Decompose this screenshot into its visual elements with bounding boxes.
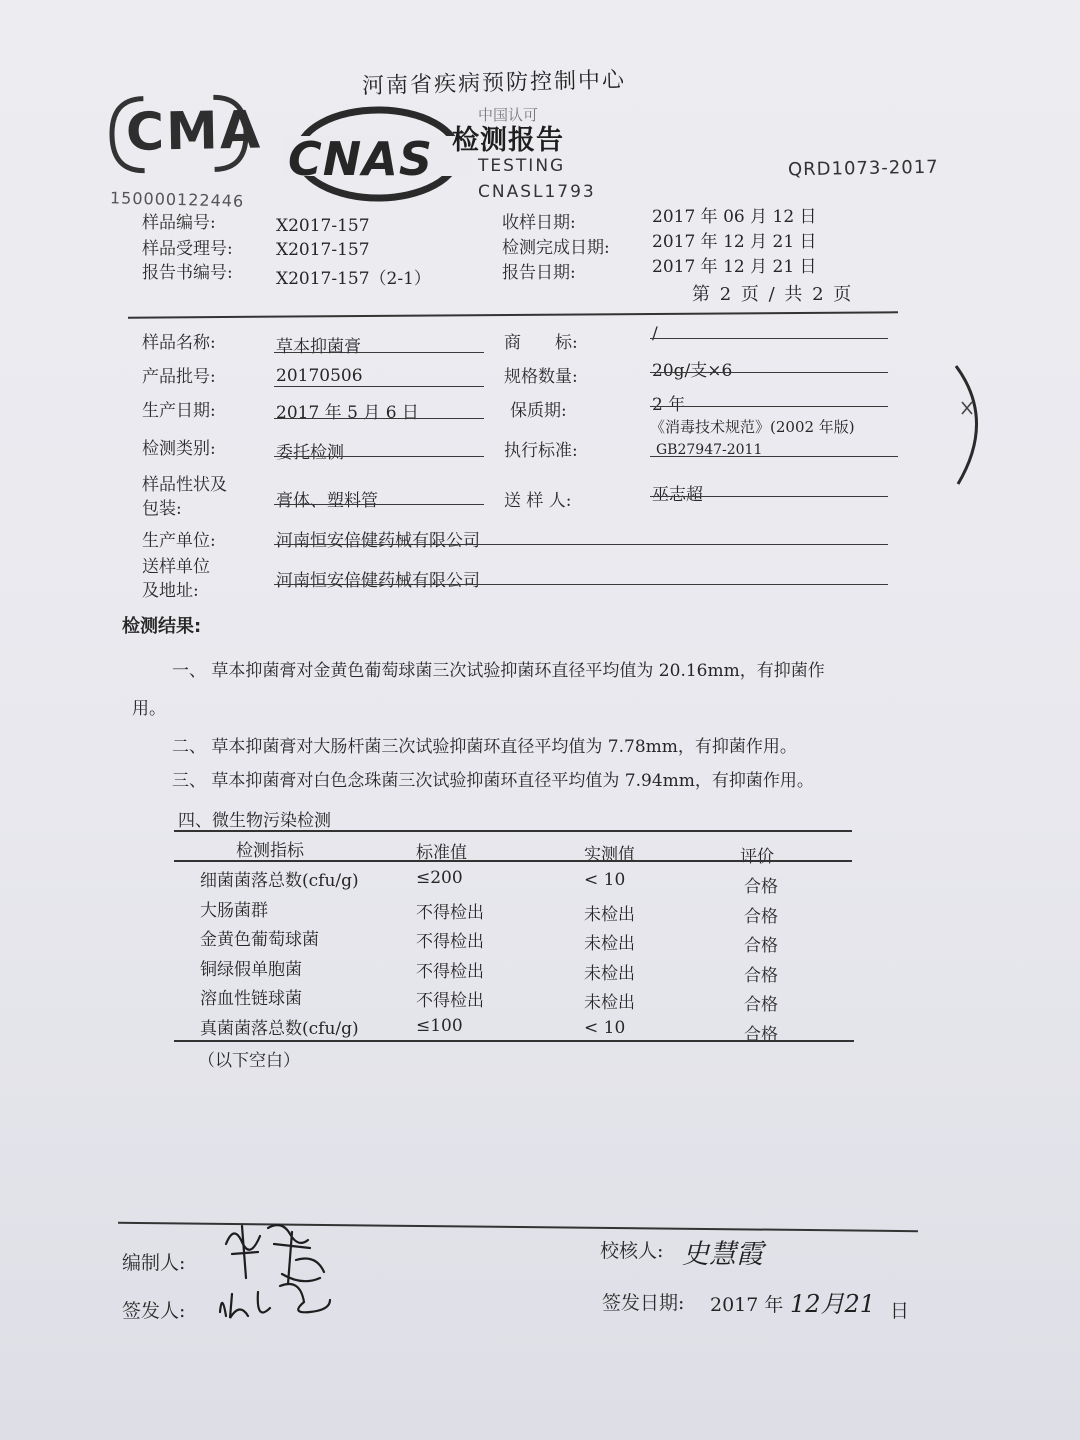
table-header-cell: 评价 — [740, 847, 774, 867]
table-cell: 不得检出 — [416, 991, 484, 1011]
batch-label: 产品批号: — [142, 367, 216, 387]
send-unit-label-2: 及地址: — [142, 581, 199, 601]
issue-date-year: 2017 年 — [710, 1294, 784, 1316]
prod-date-line — [274, 418, 484, 419]
shelf-life-label: 保质期: — [510, 401, 567, 421]
sample-no-label: 样品编号: — [142, 213, 216, 233]
issue-date-label: 签发日期: — [602, 1292, 685, 1314]
table-cell: 合格 — [744, 936, 778, 956]
table-cell: 未检出 — [584, 993, 635, 1013]
table-header-cell: 实测值 — [584, 845, 635, 865]
table-cell: 不得检出 — [416, 961, 484, 982]
issuer-signature — [210, 1272, 340, 1336]
report-date-label: 报告日期: — [502, 263, 576, 283]
table-cell: 合格 — [744, 965, 778, 986]
org-name: 河南省疾病预防控制中心 — [361, 67, 627, 100]
table-cell: 大肠菌群 — [200, 900, 268, 921]
compiler-label: 编制人: — [122, 1252, 186, 1274]
table-cell: 合格 — [744, 1024, 778, 1045]
table-cell: 铜绿假单胞菌 — [200, 959, 302, 980]
table-cell: 真菌菌落总数(cfu/g) — [200, 1018, 359, 1039]
state-label-1: 样品性状及 — [142, 475, 227, 495]
form-code: QRD1073-2017 — [787, 156, 939, 181]
table-cell: 不得检出 — [416, 932, 484, 952]
table-cell: ≤100 — [416, 1015, 463, 1036]
spec-label: 规格数量: — [504, 367, 578, 387]
prod-date-label: 生产日期: — [142, 401, 216, 421]
accept-no: X2017-157 — [276, 240, 370, 260]
batch: 20170506 — [276, 366, 363, 386]
report-date: 2017 年 12 月 21 日 — [652, 257, 817, 277]
sample-name-line — [274, 352, 484, 353]
send-unit-line — [274, 584, 888, 585]
brand-label: 商 标: — [504, 333, 578, 353]
sample-name: 草本抑菌膏 — [276, 337, 361, 357]
standard-2: GB27947-2011 — [656, 442, 763, 458]
recognition-text: 中国认可 — [478, 106, 539, 124]
test-type-label: 检测类别: — [142, 439, 216, 459]
test-type: 委托检测 — [276, 443, 344, 463]
cma-number: 150000122446 — [109, 188, 245, 211]
result-item-1-line-2: 用。 — [132, 699, 166, 719]
table-header-rule — [174, 860, 852, 862]
table-top-rule — [174, 830, 852, 832]
sender-line — [650, 496, 888, 497]
table-cell: 合格 — [744, 877, 778, 897]
sample-name-label: 样品名称: — [142, 333, 216, 353]
state-line — [274, 504, 484, 505]
cma-logo-text: CMA — [125, 100, 263, 163]
spec: 20g/支×6 — [652, 361, 733, 381]
send-unit: 河南恒安倍健药械有限公司 — [276, 571, 480, 591]
table-cell: 合格 — [744, 906, 778, 927]
cnas-logo-text: CNAS — [288, 132, 433, 186]
shelf-life: 2 年 — [652, 395, 686, 415]
page-indicator: 第 2 页 / 共 2 页 — [692, 284, 854, 305]
state-label-2: 包装: — [142, 499, 182, 519]
finish-date: 2017 年 12 月 21 日 — [652, 232, 817, 252]
standard-1: 《消毒技术规范》(2002 年版) — [650, 418, 855, 436]
producer-line — [274, 544, 888, 545]
reviewer-signature: 史慧霞 — [682, 1239, 763, 1270]
report-no-label: 报告书编号: — [142, 263, 233, 283]
table-cell: 合格 — [744, 995, 778, 1015]
result-item-1-line-1: 一、 草本抑菌膏对金黄色葡萄球菌三次试验抑菌环直径平均值为 20.16mm，有抑菌作 — [172, 661, 825, 681]
sample-no: X2017-157 — [276, 216, 370, 236]
send-unit-label-1: 送样单位 — [142, 557, 210, 577]
brand-line — [650, 338, 888, 339]
spec-line — [650, 372, 888, 373]
sender-label: 送 样 人: — [504, 491, 572, 511]
report-no: X2017-157（2-1） — [276, 269, 431, 289]
issuer-label: 签发人: — [122, 1300, 186, 1322]
batch-line — [274, 386, 484, 387]
reviewer-label: 校核人: — [600, 1240, 664, 1262]
standard-label: 执行标准: — [504, 441, 578, 461]
accept-no-label: 样品受理号: — [142, 239, 233, 259]
table-cell: ≤200 — [416, 868, 463, 888]
binder-hole-mark — [948, 360, 998, 494]
table-cell: 不得检出 — [416, 902, 484, 923]
table-bottom-rule — [174, 1040, 854, 1042]
test-type-line — [274, 456, 484, 457]
cnas-logo — [282, 98, 472, 208]
table-cell: 金黄色葡萄球菌 — [200, 930, 319, 950]
table-cell: 未检出 — [584, 963, 635, 984]
cnas-number: CNASL1793 — [478, 182, 596, 202]
meta-divider — [128, 311, 898, 318]
cma-logo — [103, 91, 263, 178]
issue-date-day: 日 — [890, 1300, 910, 1322]
table-header-cell: 标准值 — [416, 843, 467, 863]
report-title: 检测报告 — [452, 125, 564, 156]
issue-date-hand: 12月21 — [790, 1290, 876, 1318]
sender: 巫志超 — [652, 485, 703, 505]
table-cell: 未检出 — [584, 934, 635, 954]
result-item-3: 三、 草本抑菌膏对白色念珠菌三次试验抑菌环直径平均值为 7.94mm，有抑菌作用。 — [172, 771, 814, 791]
results-heading: 检测结果: — [122, 616, 202, 637]
table-cell: < 10 — [584, 870, 626, 890]
table-title: 四、微生物污染检测 — [178, 811, 331, 831]
table-cell: 细菌菌落总数(cfu/g) — [200, 871, 359, 891]
producer-label: 生产单位: — [142, 531, 216, 551]
prod-date: 2017 年 5 月 6 日 — [276, 403, 419, 423]
shelf-life-line — [650, 406, 888, 407]
receive-date: 2017 年 06 月 12 日 — [652, 207, 817, 227]
table-cell: < 10 — [584, 1017, 626, 1038]
table-cell: 溶血性链球菌 — [200, 989, 302, 1009]
result-item-2: 二、 草本抑菌膏对大肠杆菌三次试验抑菌环直径平均值为 7.78mm，有抑菌作用。 — [172, 737, 797, 757]
table-header-cell: 检测指标 — [236, 841, 304, 861]
state: 膏体、塑料管 — [276, 491, 378, 511]
producer: 河南恒安倍健药械有限公司 — [276, 531, 480, 551]
brand: / — [652, 324, 658, 344]
receive-date-label: 收样日期: — [502, 213, 576, 233]
blank-note: （以下空白） — [198, 1051, 300, 1071]
testing-text: TESTING — [478, 156, 566, 176]
finish-date-label: 检测完成日期: — [502, 238, 610, 258]
standard-line — [650, 456, 898, 457]
table-cell: 未检出 — [584, 904, 635, 925]
